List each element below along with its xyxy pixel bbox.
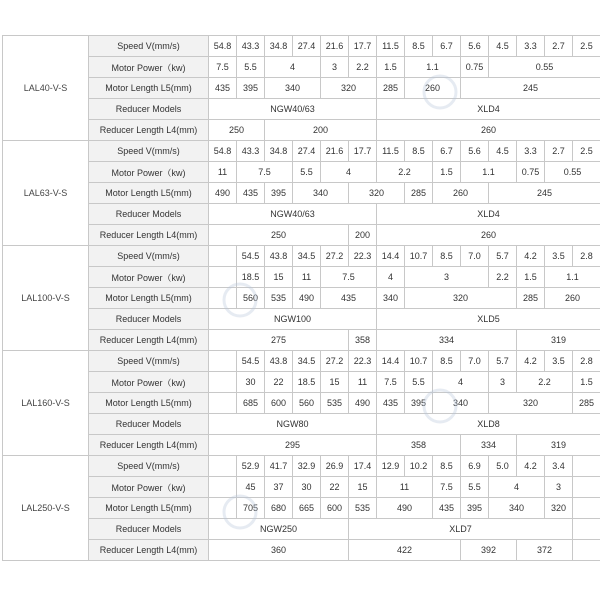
value-cell: 5.6: [461, 141, 489, 162]
value-cell: 8.5: [405, 141, 433, 162]
value-cell: 435: [321, 288, 377, 309]
value-cell: 8.5: [433, 246, 461, 267]
value-cell: 285: [377, 78, 405, 99]
value-cell: XLD4: [377, 204, 600, 225]
value-cell: 17.7: [349, 36, 377, 57]
reducer-models-row: [3, 309, 600, 330]
row-label: Motor Power（kw): [89, 372, 209, 393]
value-cell: 26.9: [321, 456, 349, 477]
value-cell: 5.7: [489, 351, 517, 372]
value-cell: 10.2: [405, 456, 433, 477]
value-cell: 12.9: [377, 456, 405, 477]
value-cell: 395: [237, 78, 265, 99]
value-cell: 1.1: [405, 57, 461, 78]
value-cell: 2.5: [573, 36, 600, 57]
value-cell: 5.5: [237, 57, 265, 78]
value-cell: 7.5: [321, 267, 377, 288]
value-cell: NGW80: [209, 414, 377, 435]
row-label: Motor Power（kw): [89, 267, 209, 288]
motor-length-row: [3, 393, 600, 414]
value-cell: 200: [265, 120, 377, 141]
row-label: Speed V(mm/s): [89, 456, 209, 477]
value-cell: 3.4: [545, 456, 573, 477]
value-cell: 54.8: [209, 36, 237, 57]
value-cell: 52.9: [237, 456, 265, 477]
value-cell: 340: [489, 498, 545, 519]
value-cell: 34.8: [265, 36, 293, 57]
value-cell: 340: [265, 78, 321, 99]
value-cell: 3.5: [545, 246, 573, 267]
value-cell: 3.3: [517, 36, 545, 57]
value-cell: 11: [293, 267, 321, 288]
row-label: Motor Length L5(mm): [89, 498, 209, 519]
value-cell: 2.2: [489, 267, 517, 288]
row-label: Reducer Models: [89, 519, 209, 540]
value-cell: 7.0: [461, 351, 489, 372]
value-cell: 17.4: [349, 456, 377, 477]
value-cell: 11: [209, 162, 237, 183]
value-cell: 27.4: [293, 141, 321, 162]
value-cell: 8.5: [433, 351, 461, 372]
value-cell: 275: [209, 330, 349, 351]
motor-power-row: [3, 372, 600, 393]
value-cell: 10.7: [405, 246, 433, 267]
value-cell: [209, 372, 237, 393]
empty-cell: [573, 519, 600, 540]
value-cell: 2.8: [573, 246, 600, 267]
value-cell: 334: [461, 435, 517, 456]
row-label: Speed V(mm/s): [89, 351, 209, 372]
value-cell: [209, 288, 237, 309]
value-cell: 490: [209, 183, 237, 204]
value-cell: 6.7: [433, 36, 461, 57]
speed-row: [3, 246, 600, 267]
row-label: Motor Length L5(mm): [89, 288, 209, 309]
value-cell: 34.5: [293, 246, 321, 267]
value-cell: 2.8: [573, 351, 600, 372]
value-cell: XLD5: [377, 309, 600, 330]
value-cell: 490: [377, 498, 433, 519]
model-name: LAL160-V-S: [3, 351, 89, 456]
value-cell: 5.0: [489, 456, 517, 477]
value-cell: 5.5: [293, 162, 321, 183]
speed-row: [3, 36, 600, 57]
motor-power-row: [3, 477, 600, 498]
value-cell: 285: [573, 393, 600, 414]
value-cell: 535: [321, 393, 349, 414]
value-cell: 0.55: [545, 162, 600, 183]
value-cell: 4: [321, 162, 377, 183]
value-cell: 3: [321, 57, 349, 78]
value-cell: 600: [321, 498, 349, 519]
value-cell: 260: [433, 183, 489, 204]
value-cell: NGW250: [209, 519, 349, 540]
value-cell: XLD7: [349, 519, 573, 540]
value-cell: 1.5: [377, 57, 405, 78]
value-cell: 6.9: [461, 456, 489, 477]
value-cell: 5.6: [461, 36, 489, 57]
reducer-models-row: [3, 414, 600, 435]
value-cell: 4.5: [489, 36, 517, 57]
value-cell: [209, 246, 237, 267]
value-cell: 4.5: [489, 141, 517, 162]
value-cell: 680: [265, 498, 293, 519]
value-cell: 560: [293, 393, 321, 414]
motor-length-row: [3, 498, 600, 519]
value-cell: [209, 477, 237, 498]
value-cell: 320: [349, 183, 405, 204]
value-cell: [209, 456, 237, 477]
value-cell: 18.5: [293, 372, 321, 393]
empty-cell: [573, 456, 600, 477]
value-cell: 43.3: [237, 36, 265, 57]
value-cell: 560: [237, 288, 265, 309]
value-cell: 395: [265, 183, 293, 204]
value-cell: 30: [293, 477, 321, 498]
row-label: Motor Length L5(mm): [89, 78, 209, 99]
value-cell: [209, 393, 237, 414]
motor-length-row: [3, 183, 600, 204]
reducer-length-row: [3, 435, 600, 456]
value-cell: 3: [489, 372, 517, 393]
value-cell: 43.3: [237, 141, 265, 162]
value-cell: 11.5: [377, 141, 405, 162]
row-label: Reducer Models: [89, 414, 209, 435]
row-label: Reducer Length L4(mm): [89, 540, 209, 561]
value-cell: 15: [265, 267, 293, 288]
value-cell: 11: [349, 372, 377, 393]
value-cell: 4: [377, 267, 405, 288]
value-cell: 685: [237, 393, 265, 414]
model-name: LAL63-V-S: [3, 141, 89, 246]
value-cell: 320: [405, 288, 517, 309]
value-cell: 705: [237, 498, 265, 519]
value-cell: 8.5: [433, 456, 461, 477]
value-cell: 11: [377, 477, 433, 498]
reducer-models-row: [3, 99, 600, 120]
value-cell: 4: [433, 372, 489, 393]
value-cell: [209, 267, 237, 288]
value-cell: 30: [237, 372, 265, 393]
value-cell: 7.0: [461, 246, 489, 267]
value-cell: 260: [405, 78, 461, 99]
value-cell: 11.5: [377, 36, 405, 57]
value-cell: 27.4: [293, 36, 321, 57]
reducer-length-row: [3, 540, 600, 561]
value-cell: 14.4: [377, 246, 405, 267]
value-cell: 14.4: [377, 351, 405, 372]
row-label: Motor Length L5(mm): [89, 393, 209, 414]
empty-cell: [573, 477, 600, 498]
value-cell: 34.8: [265, 141, 293, 162]
value-cell: NGW40/63: [209, 99, 377, 120]
value-cell: 21.6: [321, 36, 349, 57]
value-cell: [209, 351, 237, 372]
value-cell: 392: [461, 540, 517, 561]
value-cell: 22: [265, 372, 293, 393]
value-cell: 1.5: [433, 162, 461, 183]
value-cell: XLD8: [377, 414, 600, 435]
value-cell: 435: [209, 78, 237, 99]
value-cell: 5.7: [489, 246, 517, 267]
value-cell: 285: [517, 288, 545, 309]
empty-cell: [573, 498, 600, 519]
value-cell: 43.8: [265, 246, 293, 267]
value-cell: 250: [209, 225, 349, 246]
value-cell: 6.7: [433, 141, 461, 162]
value-cell: 295: [209, 435, 377, 456]
motor-length-row: [3, 288, 600, 309]
value-cell: 435: [433, 498, 461, 519]
row-label: Reducer Models: [89, 99, 209, 120]
value-cell: 200: [349, 225, 377, 246]
value-cell: 15: [349, 477, 377, 498]
value-cell: 250: [209, 120, 265, 141]
value-cell: 490: [293, 288, 321, 309]
value-cell: 1.5: [573, 372, 600, 393]
model-name: LAL250-V-S: [3, 456, 89, 561]
value-cell: 37: [265, 477, 293, 498]
value-cell: 320: [545, 498, 573, 519]
value-cell: 320: [321, 78, 377, 99]
value-cell: 1.1: [545, 267, 600, 288]
value-cell: 2.7: [545, 36, 573, 57]
value-cell: 0.75: [517, 162, 545, 183]
value-cell: 54.8: [209, 141, 237, 162]
value-cell: 245: [489, 183, 600, 204]
value-cell: 535: [349, 498, 377, 519]
value-cell: XLD4: [377, 99, 600, 120]
row-label: Motor Power（kw): [89, 162, 209, 183]
value-cell: 340: [377, 288, 405, 309]
value-cell: 18.5: [237, 267, 265, 288]
value-cell: 320: [489, 393, 573, 414]
model-name: LAL100-V-S: [3, 246, 89, 351]
row-label: Reducer Length L4(mm): [89, 330, 209, 351]
value-cell: 319: [517, 330, 600, 351]
value-cell: [209, 498, 237, 519]
row-label: Speed V(mm/s): [89, 141, 209, 162]
value-cell: 3: [545, 477, 573, 498]
value-cell: 0.55: [489, 57, 600, 78]
motor-power-row: [3, 267, 600, 288]
value-cell: 43.8: [265, 351, 293, 372]
value-cell: 5.5: [405, 372, 433, 393]
value-cell: 422: [349, 540, 461, 561]
value-cell: 4: [265, 57, 321, 78]
row-label: Speed V(mm/s): [89, 246, 209, 267]
value-cell: 4.2: [517, 456, 545, 477]
row-label: Reducer Models: [89, 204, 209, 225]
value-cell: 54.5: [237, 351, 265, 372]
value-cell: 3.3: [517, 141, 545, 162]
value-cell: 7.5: [377, 372, 405, 393]
motor-length-row: [3, 78, 600, 99]
speed-row: [3, 456, 600, 477]
value-cell: 358: [349, 330, 377, 351]
value-cell: 358: [377, 435, 461, 456]
value-cell: 41.7: [265, 456, 293, 477]
row-label: Motor Length L5(mm): [89, 183, 209, 204]
value-cell: 2.2: [349, 57, 377, 78]
speed-row: [3, 141, 600, 162]
row-label: Speed V(mm/s): [89, 36, 209, 57]
value-cell: 21.6: [321, 141, 349, 162]
value-cell: 245: [461, 78, 600, 99]
value-cell: 27.2: [321, 246, 349, 267]
value-cell: 7.5: [433, 477, 461, 498]
value-cell: 260: [545, 288, 600, 309]
value-cell: 2.7: [545, 141, 573, 162]
value-cell: 22.3: [349, 246, 377, 267]
row-label: Reducer Models: [89, 309, 209, 330]
value-cell: 3: [405, 267, 489, 288]
value-cell: 665: [293, 498, 321, 519]
reducer-models-row: [3, 204, 600, 225]
value-cell: 395: [461, 498, 489, 519]
motor-power-row: [3, 57, 600, 78]
value-cell: 8.5: [405, 36, 433, 57]
value-cell: 2.2: [517, 372, 573, 393]
value-cell: 2.5: [573, 141, 600, 162]
row-label: Reducer Length L4(mm): [89, 120, 209, 141]
value-cell: 2.2: [377, 162, 433, 183]
value-cell: 340: [293, 183, 349, 204]
value-cell: 4: [489, 477, 545, 498]
reducer-length-row: [3, 120, 600, 141]
value-cell: 395: [405, 393, 433, 414]
value-cell: 7.5: [237, 162, 293, 183]
value-cell: 334: [377, 330, 517, 351]
value-cell: 54.5: [237, 246, 265, 267]
value-cell: NGW40/63: [209, 204, 377, 225]
value-cell: 260: [377, 120, 600, 141]
value-cell: 4.2: [517, 246, 545, 267]
value-cell: 319: [517, 435, 600, 456]
value-cell: 1.1: [461, 162, 517, 183]
value-cell: 0.75: [461, 57, 489, 78]
value-cell: 1.5: [517, 267, 545, 288]
row-label: Motor Power（kw): [89, 477, 209, 498]
value-cell: 27.2: [321, 351, 349, 372]
value-cell: 435: [377, 393, 405, 414]
value-cell: 260: [377, 225, 600, 246]
speed-row: [3, 351, 600, 372]
value-cell: 45: [237, 477, 265, 498]
value-cell: 15: [321, 372, 349, 393]
value-cell: 3.5: [545, 351, 573, 372]
value-cell: 32.9: [293, 456, 321, 477]
reducer-length-row: [3, 330, 600, 351]
value-cell: 372: [517, 540, 573, 561]
value-cell: 435: [237, 183, 265, 204]
value-cell: 7.5: [209, 57, 237, 78]
value-cell: NGW100: [209, 309, 377, 330]
spec-table: [2, 35, 600, 561]
value-cell: 600: [265, 393, 293, 414]
spec-sheet: [2, 35, 597, 561]
reducer-models-row: [3, 519, 600, 540]
value-cell: 22.3: [349, 351, 377, 372]
row-label: Reducer Length L4(mm): [89, 225, 209, 246]
value-cell: 5.5: [461, 477, 489, 498]
empty-cell: [573, 540, 600, 561]
value-cell: 4.2: [517, 351, 545, 372]
reducer-length-row: [3, 225, 600, 246]
model-name: LAL40-V-S: [3, 36, 89, 141]
motor-power-row: [3, 162, 600, 183]
value-cell: 535: [265, 288, 293, 309]
row-label: Motor Power（kw): [89, 57, 209, 78]
value-cell: 285: [405, 183, 433, 204]
value-cell: 22: [321, 477, 349, 498]
value-cell: 17.7: [349, 141, 377, 162]
value-cell: 490: [349, 393, 377, 414]
value-cell: 340: [433, 393, 489, 414]
value-cell: 360: [209, 540, 349, 561]
row-label: Reducer Length L4(mm): [89, 435, 209, 456]
value-cell: 34.5: [293, 351, 321, 372]
value-cell: 10.7: [405, 351, 433, 372]
